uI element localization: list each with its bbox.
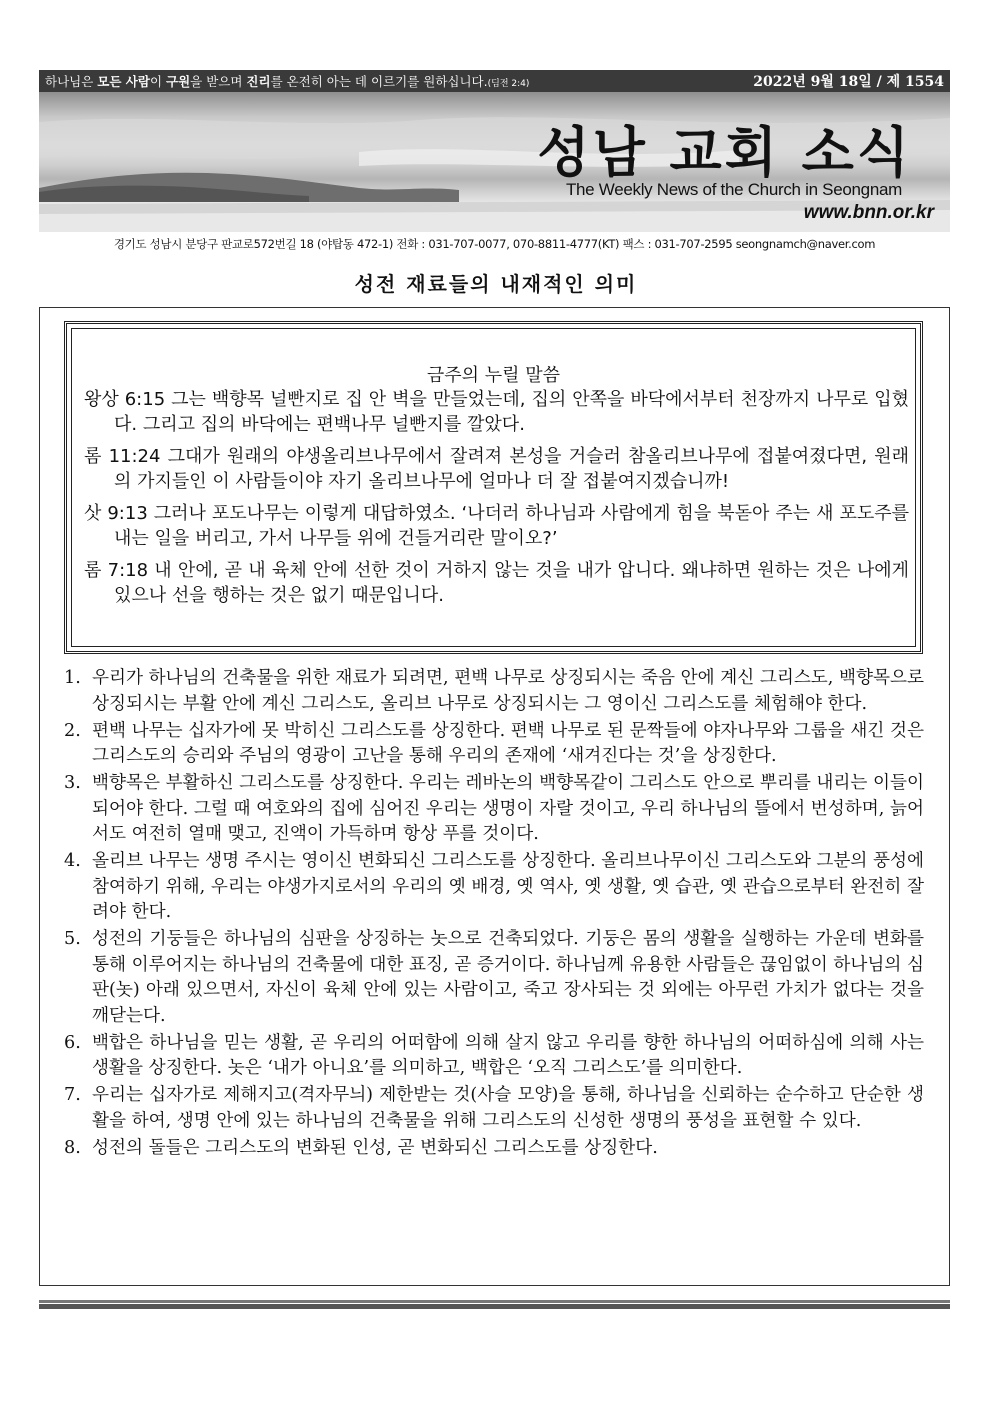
point-text: 백합은 하나님을 믿는 생활, 곧 우리의 어떠함에 의해 살지 않고 우리를 향한 하나님의 어떠하심에 의해 사는 생활을 상징한다. 놋은 ‘내가 아니요’를 의미하고, 백합은 ‘오직 그리스도’를 의미한다. [92,1032,924,1078]
motto-text: 를 온전히 아는 데 이르기를 원하십니다. [270,74,488,89]
list-item [64,666,924,717]
website-link[interactable]: www.bnn.or.kr [803,202,934,223]
motto-emphasis: 구원 [166,74,191,89]
point-text: 우리가 하나님의 건축물을 위한 재료가 되려면, 편백 나무로 상징되시는 죽음 안에 계신 그리스도, 백향목으로 상징되시는 부활 안에 계신 그리스도, 올리브 나무로 상징되시는 그 영이신 그리스도를 체험해야 한다. [92,668,924,714]
verse-item: 롬 7:18 내 안에, 곧 내 육체 안에 선한 것이 거하지 않는 것을 내가 압니다. 왜냐하면 원하는 것은 나에게 있으나 선을 행하는 것은 없기 때문입니다. [84,560,909,606]
point-number: 8. [64,1137,81,1158]
point-number: 2. [64,720,81,741]
motto [45,72,529,90]
point-text: 성전의 돌들은 그리스도의 변화된 인성, 곧 변화되신 그리스도를 상징한다. [92,1137,658,1158]
points-list [64,666,924,1163]
list-item [64,849,924,926]
motto-emphasis: 진리 [246,74,271,89]
point-number: 6. [64,1032,81,1053]
point-number: 7. [64,1085,81,1105]
verse-item: 왕상 6:15 그는 백향목 널빤지로 집 안 벽을 만들었는데, 집의 안쪽을 바닥에서부터 천장까지 나무로 입혔다. 그리고 집의 바닥에는 편백나무 널빤지를 깔았다. [84,389,909,435]
point-text: 편백 나무는 십자가에 못 박히신 그리스도를 상징한다. 편백 나무로 된 문짝들에 야자나무와 그룹을 새긴 것은 그리스도의 승리와 주님의 영광이 고난을 통해 우리의 존재에 ‘새겨진다는 것’을 상징한다. [92,720,924,766]
point-text: 성전의 기둥들은 하나님의 심판을 상징하는 놋으로 건축되었다. 기둥은 몸의 생활을 실행하는 가운데 변화를 통해 이루어지는 하나님의 건축물에 대한 표징, 곧 증거이다. 하나님께 유용한 사람들은 끊임없이 하나님의 심판(놋) 아래 있으면서, 자신이 육체 안에 있는 사람이고, 죽고 장사되는 것 외에는 아무런 가치가 없다는 것을 깨닫는다. [92,929,924,1026]
top-banner-bar [39,70,950,92]
issue-date: 2022년 9월 18일 / 제 1554 [753,74,944,90]
church-address: 경기도 성남시 분당구 판교로572번길 18 (야탑동 472-1) 전화 : 031-707-0077, 070-8811-4777(KT) 팩스 : 031-707-2595 seongnamch@naver.com [113,237,876,251]
page-headline: 성전 재료들의 내재적인 의미 [354,272,638,296]
motto-reference: (딤전 2:4) [487,79,530,89]
masthead-banner [39,92,950,232]
list-item [64,927,924,1029]
motto-text: 이 [149,74,166,89]
footer-divider [39,1300,950,1303]
point-number: 5. [64,929,81,949]
point-text: 백향목은 부활하신 그리스도를 상징한다. 우리는 레바논의 백향목같이 그리스도 안으로 뿌리를 내리는 이들이 되어야 한다. 그럴 때 여호와의 집에 심어진 우리는 생명이 자랄 것이고, 우리 하나님의 뜰에서 번성하며, 늙어서도 여전히 열매 맺고, 진액이 가득하며 항상 푸를 것이다. [92,773,924,844]
point-number: 1. [64,668,81,688]
point-text: 우리는 십자가로 제해지고(격자무늬) 제한받는 것(사슬 모양)을 통해, 하나님을 신뢰하는 순수하고 단순한 생활을 하여, 생명 안에 있는 하나님의 건축물을 위해 그리스도의 신성한 생명의 풍성을 표현할 수 있다. [92,1085,924,1131]
point-text: 올리브 나무는 생명 주시는 영이신 변화되신 그리스도를 상징한다. 올리브나무이신 그리스도와 그분의 풍성에 참여하기 위해, 우리는 야생가지로서의 우리의 옛 배경, 옛 역사, 옛 생활, 옛 습관, 옛 관습으로부터 완전히 잘려야 한다. [92,851,924,922]
verse-box-title: 금주의 누릴 말씀 [426,365,561,386]
list-item [64,719,924,770]
newsletter-subtitle: The Weekly News of the Church in Seongnam [565,180,902,199]
motto-emphasis: 모든 사람 [97,74,150,89]
list-item [64,1136,924,1162]
list-item [64,1083,924,1134]
verse-list [84,387,909,615]
newsletter-title: 성남 교회 소식 [537,121,912,184]
list-item [64,771,924,848]
verse-item: 삿 9:13 그러나 포도나무는 이렇게 대답하였소. ‘나더러 하나님과 사람에게 힘을 북돋아 주는 새 포도주를 내는 일을 버리고, 가서 나무들 위에 건들거리란 말이오?’ [84,503,909,549]
verse-box-inner [71,328,916,647]
footer-divider [39,1304,950,1309]
point-number: 3. [64,773,81,793]
motto-text: 을 받으며 [190,74,247,89]
verse-item: 롬 11:24 그대가 원래의 야생올리브나무에서 잘려져 본성을 거슬러 참올리브나무에 접붙여졌다면, 원래의 가지들인 이 사람들이야 자기 올리브나무에 얼마나 더 잘 접붙여지겠습니까! [84,446,909,492]
point-number: 4. [64,851,81,871]
verse-box [64,321,923,654]
list-item [64,1031,924,1082]
motto-text: 하나님은 [45,74,98,89]
